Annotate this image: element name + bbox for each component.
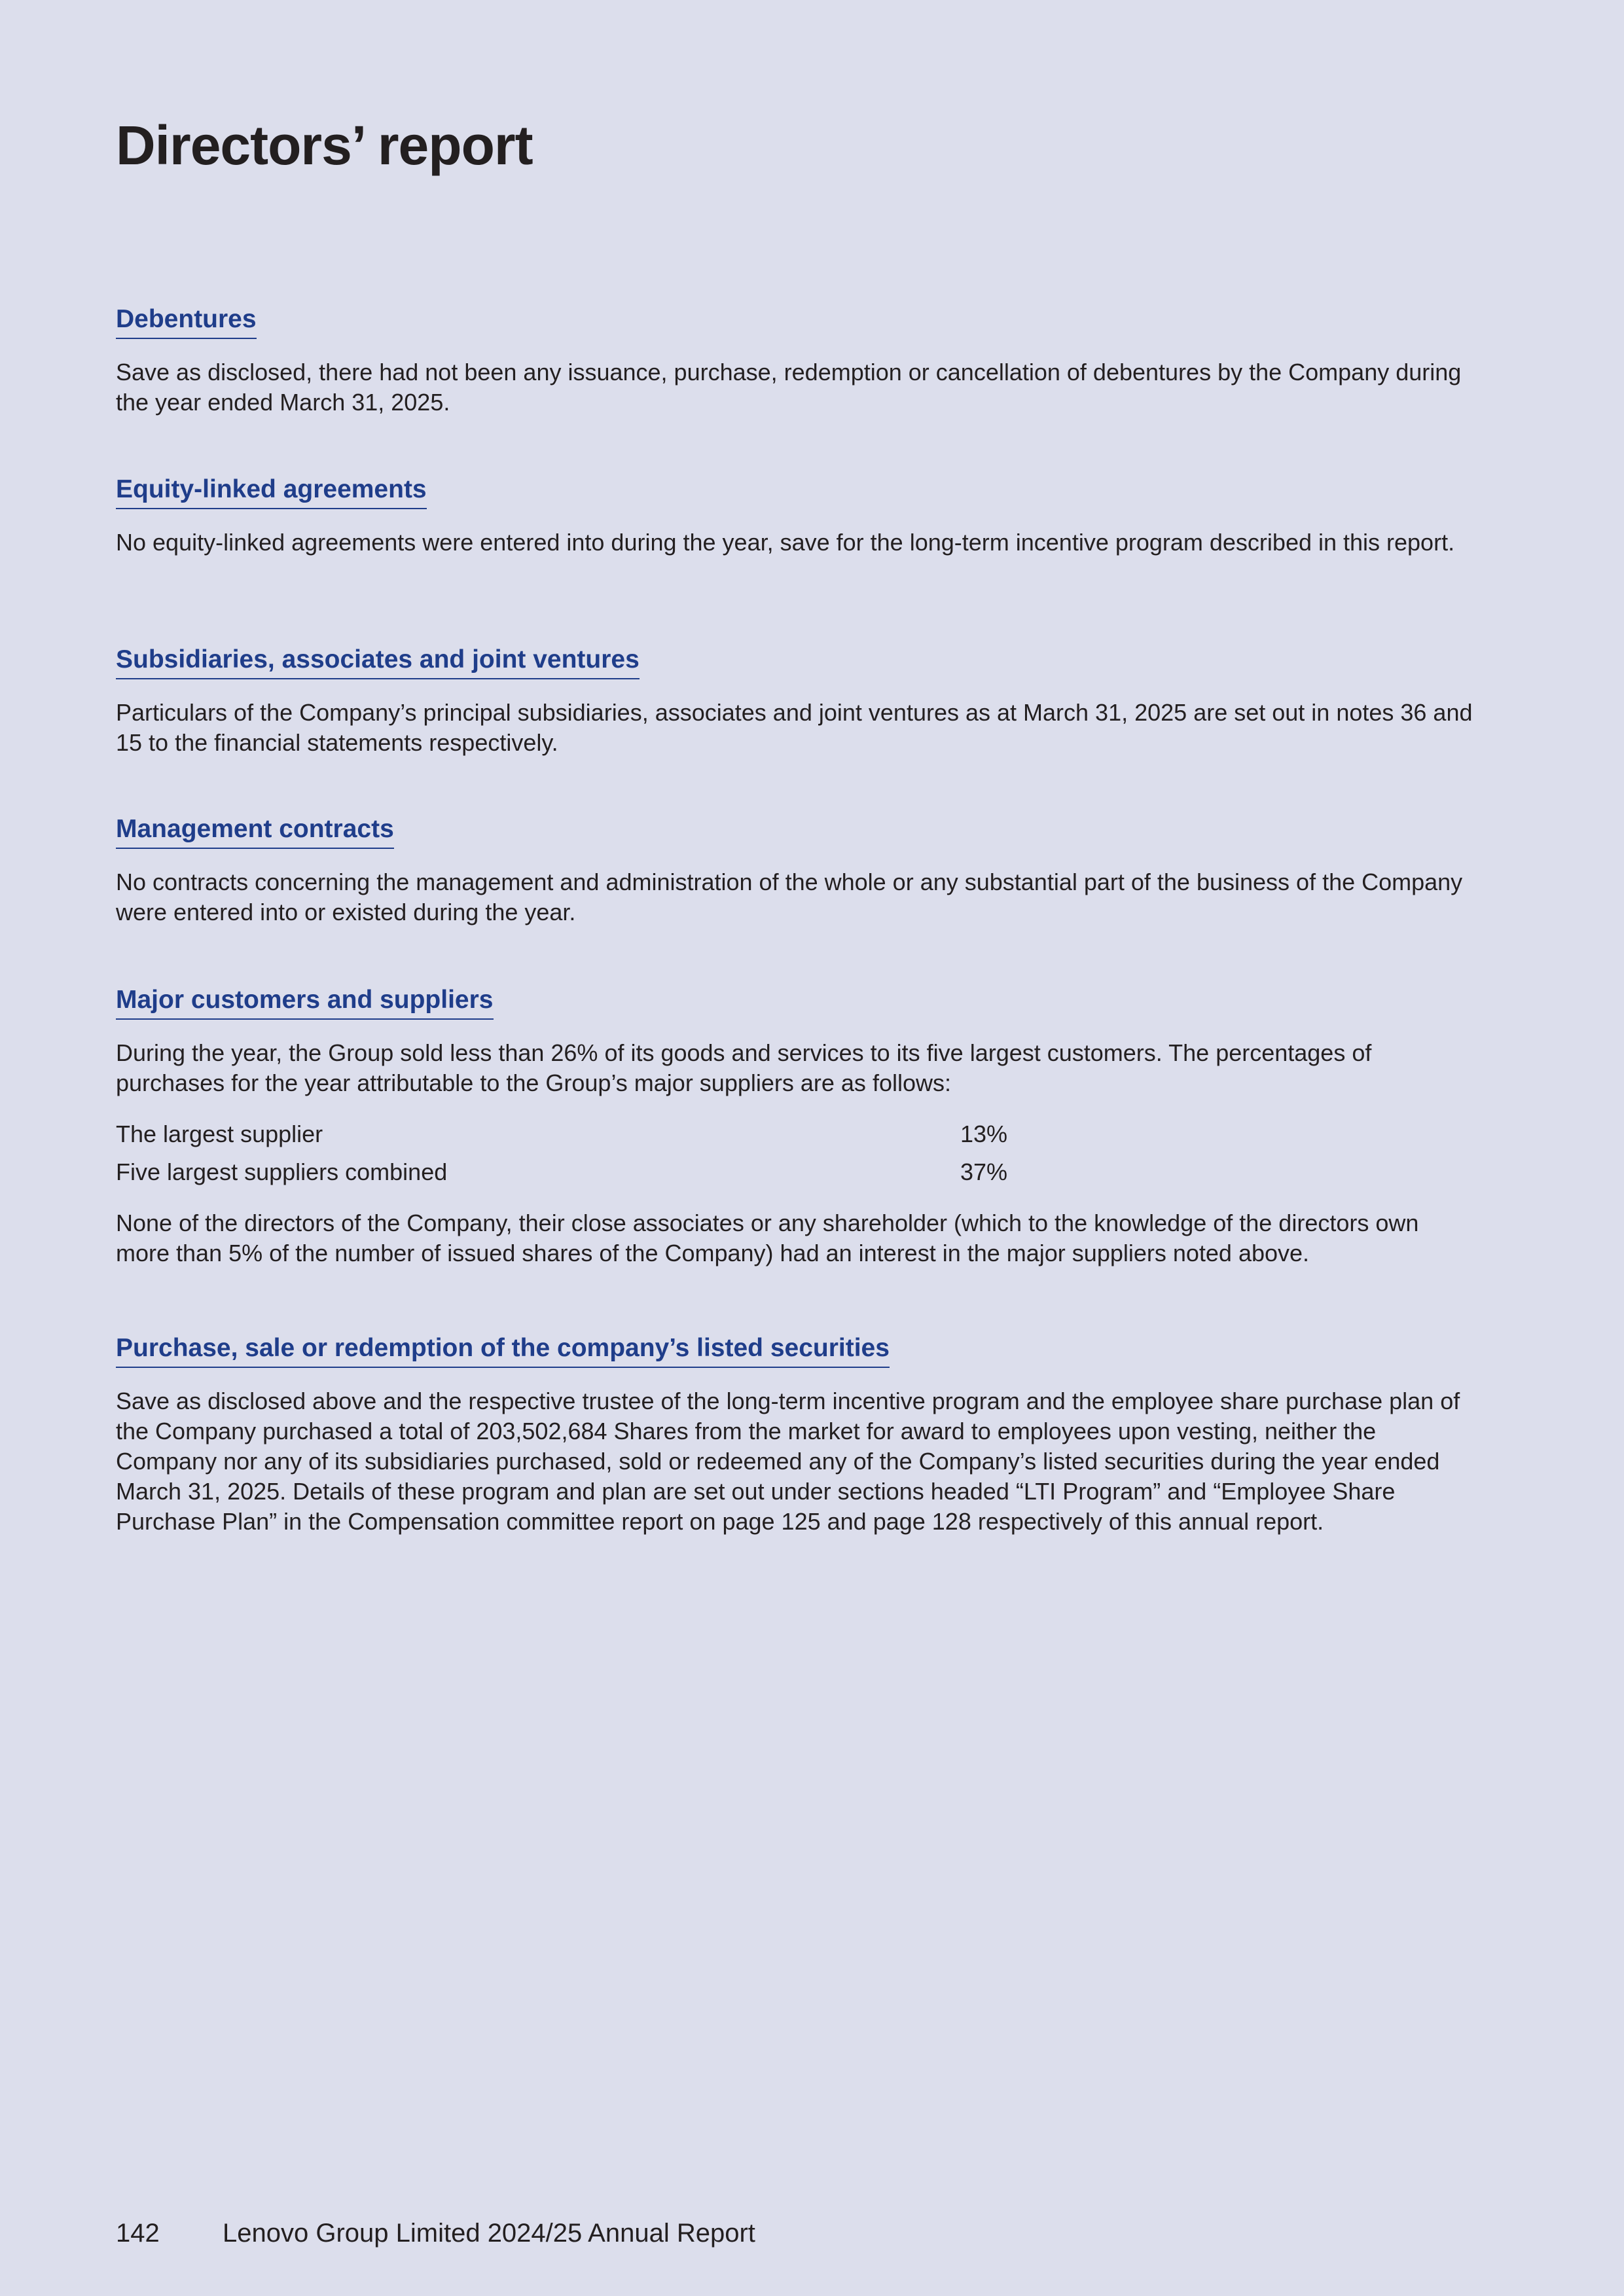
page-title: Directors’ report (116, 115, 533, 176)
table-value-cell: 13% (960, 1121, 1008, 1147)
table-row (116, 1153, 1007, 1191)
section-debentures (116, 302, 1477, 418)
section-management-contracts (116, 812, 1477, 927)
table-label-cell: Five largest suppliers combined (116, 1158, 448, 1185)
section-body-after-table: None of the directors of the Company, their close associates or any shareholder (which to the knowledge of the directors own more than 5% of the number of issued shares of the Company) had an interest in the major suppliers noted above. (116, 1210, 1419, 1266)
section-listed-securities (116, 1331, 1477, 1537)
page-footer (116, 2217, 755, 2250)
section-heading: Purchase, sale or redemption of the company’s listed securities (116, 1331, 890, 1368)
section-subsidiaries (116, 643, 1477, 758)
table-row (116, 1115, 1007, 1153)
section-equity-linked-agreements (116, 473, 1477, 558)
section-body: No contracts concerning the management and administration of the whole or any substantial part of the business of the Company were entered into or existed during the year. (116, 869, 1463, 925)
section-heading: Equity-linked agreements (116, 473, 427, 509)
footer-text: Lenovo Group Limited 2024/25 Annual Report (223, 2219, 755, 2248)
section-body: Save as disclosed, there had not been any issuance, purchase, redemption or cancellation of debentures by the Company during the year ended March 31, 2025. (116, 359, 1462, 416)
section-body: No equity-linked agreements were entered into during the year, save for the long-term incentive program described in this report. (116, 529, 1455, 556)
section-heading: Subsidiaries, associates and joint ventures (116, 643, 640, 679)
section-heading: Debentures (116, 302, 257, 339)
table-value-cell: 37% (960, 1158, 1008, 1185)
section-body: Particulars of the Company’s principal subsidiaries, associates and joint ventures as at March 31, 2025 are set out in notes 36 and 15 to the financial statements respectively. (116, 699, 1473, 756)
document-page (116, 0, 1477, 2296)
page-number: 142 (116, 2219, 160, 2248)
section-body: During the year, the Group sold less than 26% of its goods and services to its five largest customers. The percentages of purchases for the year attributable to the Group’s major suppliers are as follows: (116, 1039, 1372, 1096)
section-body: Save as disclosed above and the respective trustee of the long-term incentive program and the employee share purchase plan of the Company purchased a total of 203,502,684 Shares from the market for award to employees upon vesting, neither the Company nor any of its subsidiaries purchased, sold or redeemed any of the Company’s listed securities during the year ended March 31, 2025. Details of these program and plan are set out under sections headed “LTI Program” and “Employee Share Purchase Plan” in the Compensation committee report on page 125 and page 128 respectively of this annual report. (116, 1388, 1460, 1535)
table-label-cell: The largest supplier (116, 1121, 323, 1147)
section-major-customers-suppliers (116, 983, 1477, 1268)
section-heading: Major customers and suppliers (116, 983, 494, 1020)
supplier-percentages-table (116, 1115, 1007, 1191)
section-heading: Management contracts (116, 812, 394, 849)
